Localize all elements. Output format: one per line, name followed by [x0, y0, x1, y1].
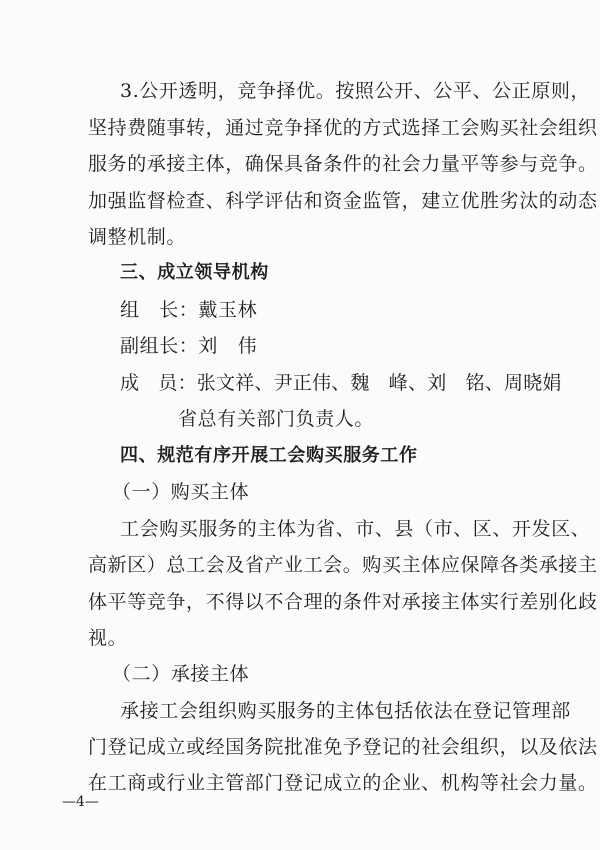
member-line: 省总有关部门负责人。 [178, 408, 375, 430]
paragraph-line: 加强监督检查、科学评估和资金监管，建立优胜劣汰的动态 [88, 190, 598, 212]
page-number: —4— [62, 794, 99, 810]
member-line: 成 员：张文祥、尹正伟、魏 峰、刘 铭、周晓娟 [120, 372, 562, 394]
paragraph-line: 3.公开透明，竞争择优。按照公开、公平、公正原则， [120, 80, 591, 102]
paragraph-line: 调整机制。 [88, 226, 187, 248]
paragraph-line: 门登记成立或经国务院批准免予登记的社会组织，以及依法 [88, 736, 598, 758]
paragraph-line: 服务的承接主体，确保具备条件的社会力量平等参与竞争。 [88, 153, 598, 175]
paragraph-line: 在工商或行业主管部门登记成立的企业、机构等社会力量。 [88, 772, 598, 794]
member-line: 组 长：戴玉林 [120, 299, 258, 321]
subsection-heading: （二）承接主体 [112, 663, 250, 685]
section-heading: 四、规范有序开展工会购买服务工作 [120, 445, 418, 466]
paragraph-line: 体平等竞争，不得以不合理的条件对承接主体实行差别化歧 [88, 591, 598, 613]
paragraph-line: 工会购买服务的主体为省、市、县（市、区、开发区、 [120, 518, 591, 540]
section-heading: 三、成立领导机构 [120, 262, 269, 283]
paragraph-line: 视。 [88, 627, 128, 649]
subsection-heading: （一）购买主体 [112, 481, 250, 503]
paragraph-line: 承接工会组织购买服务的主体包括依法在登记管理部 [120, 700, 571, 722]
member-line: 副组长：刘 伟 [120, 335, 258, 357]
paragraph-line: 高新区）总工会及省产业工会。购买主体应保障各类承接主 [88, 554, 598, 576]
paragraph-line: 坚持费随事转，通过竞争择优的方式选择工会购买社会组织 [88, 117, 598, 139]
